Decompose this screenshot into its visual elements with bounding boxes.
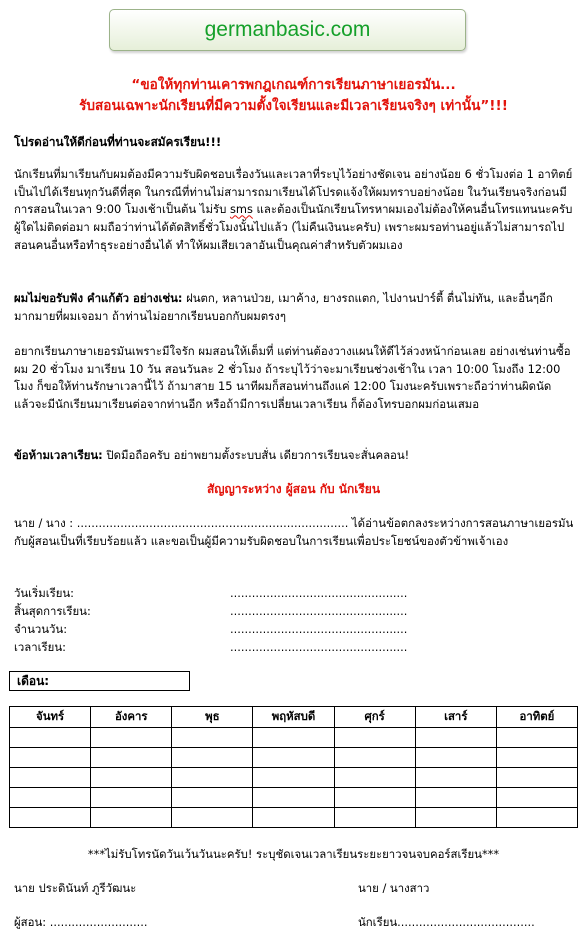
schedule-cell [496,808,577,828]
excuses-heading: ผมไม่ขอรับฟัง คำแก้ตัว อย่างเช่น: [14,291,183,305]
student-title: นาย / นางสาว [358,881,430,895]
schedule-cell [172,748,253,768]
schedule-cell [10,748,91,768]
prohibitions-text: ปิดมือถือครับ อย่าพยามตั้งระบบสั่น เดียวการเรียนจะสั่นคลอน! [102,448,410,462]
schedule-row [10,788,578,808]
schedule-row [10,748,578,768]
schedule-cell [334,768,415,788]
schedule-cell [334,748,415,768]
schedule-cell [91,768,172,788]
schedule-cell [10,768,91,788]
schedule-cell [334,728,415,748]
headline-line-2: รับสอนเฉพาะนักเรียนที่มีความตั้งใจเรียนและมีเวลาเรียนจริงๆ เท่านั้น”!!! [79,98,508,114]
notice-paragraph-3: อยากเรียนภาษาเยอรมันเพราะมีใจรัก ผมสอนให้เต็มที่ แต่ท่านต้องวางแผนให้ดีไว้ล่วงหน้าก่อนเลย อย่างเช่นท่านซื้อผม 20 ชั่วโมง มาเรียน 10 วัน สอนวันละ 2 ชั่วโมง ถ้าระบุไว้ว่าจะมาเรียนช่วงเช้าใน เวลา 10:00 โมงถึง 12:00 โมง ก็ขอให้ท่านรักษาเวลานี้ไว้ ถ้ามาสาย 15 นาทีผมก็สอนท่านถึงแค่ 12:00 โมงนะครับเพราะถือว่าท่านผิดนัด แล้วจะมีนักเรียนมาเรียนต่อจากท่านอีก หรือถ้ามีการเปลี่ยนเวลาเรียน ก็ต้องโทรบอกผมก่อนเสมอ [14,344,571,412]
schedule-row [10,728,578,748]
start-date-label: วันเริ่มเรียน: [14,586,75,600]
start-date-field [14,585,574,603]
schedule-cell [334,788,415,808]
schedule-cell [253,768,334,788]
student-signature-line: นักเรียน...................................... [358,915,535,929]
schedule-cell [172,768,253,788]
schedule-cell [415,748,496,768]
footer-note: ***ไม่รับโทรนัดวันเว้นวันนะครับ! ระบุชัดเจนเวลาเรียนระยะยาวจนจบคอร์สเรียน*** [87,847,500,861]
agreement-title: สัญญาระหว่าง ผู้สอน กับ นักเรียน [206,482,381,496]
schedule-cell [91,788,172,808]
day-header-thursday: พฤหัสบดี [253,707,334,728]
schedule-cell [415,728,496,748]
schedule-cell [91,728,172,748]
schedule-cell [334,808,415,828]
month-label: เดือน: [17,674,50,688]
headline [0,75,587,117]
notice-paragraph-4 [14,447,574,465]
headline-line-1: “ขอให้ทุกท่านเคารพกฎเกณฑ์การเรียนภาษาเยอรมัน... [131,77,456,93]
schedule-cell [10,808,91,828]
agreement-text: นาย / นาง : ........................................................................... ได้อ่านข้อตกลงระหว่างการสอนภาษาเยอรมันกับผู้สอนเป็นที่เรียบร้อยแล้ว และขอเป็นผู้มีความรับผิดชอบในการเรียนเพื่อประโยชน์ของตัวข้าพเจ้าเอง [14,516,574,548]
paragraph-1-text-b: และต้องเป็นนักเรียนโทรหาผมเองไม่ต้องให้คนอื่นโทรแทนนะครับ ผู้ใดไม่ติดต่อมา ผมถือว่าท่านได้ตัดสิทธิ์ชั่วโมงนั้นไปแล้ว (ไม่คืนเงินนะครับ) เพราะผมรอท่านอยู่แล้วไม่สามารถไปสอนคนอื่นหรือทำธุระอย่างอื่นได้ ทำให้ผมเสียเวลาอันเป็นคุณค่าสำหรับตัวผมเอง [14,202,573,252]
day-header-sunday: อาทิตย์ [496,707,577,728]
schedule-cell [496,728,577,748]
study-time-blank: ................................................. [230,640,408,654]
site-banner [109,9,466,51]
teacher-signature-line: ผู้สอน: ........................... [14,915,148,929]
schedule-row [10,768,578,788]
end-date-label: สิ้นสุดการเรียน: [14,604,91,618]
day-header-tuesday: อังคาร [91,707,172,728]
days-count-blank: ................................................. [230,622,408,636]
schedule-cell [253,808,334,828]
schedule-cell [415,788,496,808]
schedule-cell [253,748,334,768]
month-field [9,671,190,691]
study-time-field [14,639,574,657]
teacher-name: นาย ประดินันท์ ภูรีวัฒนะ [14,881,137,895]
end-date-blank: ................................................. [230,604,408,618]
site-name: germanbasic.com [204,17,371,41]
paragraph-1-text-a: นักเรียนที่มาเรียนกับผมต้องมีความรับผิดชอบเรื่องวันและเวลาที่ระบุไว้อย่างชัดเจน อย่างน้อย 6 ชั่วโมงต่อ 1 อาทิตย์ เป็นไปได้เรียนทุกวันดีที่สุด ในกรณีที่ท่านไม่สามารถมาเรียนได้โปรดแจ้งให้ผมทราบอย่างน้อย ในวันเรียนจริงก่อนมีการสอนในเวลา 9:00 โมงเช้าเป็นต้น ไม่รับ [14,167,573,217]
day-header-friday: ศุกร์ [334,707,415,728]
start-date-blank: ................................................. [230,586,408,600]
schedule-cell [415,768,496,788]
days-count-label: จำนวนวัน: [14,622,68,636]
notice-paragraph-2 [14,290,574,325]
schedule-row [10,808,578,828]
day-header-monday: จันทร์ [10,707,91,728]
end-date-field [14,603,574,621]
schedule-cell [172,808,253,828]
schedule-cell [91,808,172,828]
schedule-cell [10,728,91,748]
prohibitions-heading: ข้อห้ามเวลาเรียน: [14,448,103,462]
schedule-cell [253,728,334,748]
notice-paragraph-1 [14,166,574,254]
schedule-header-row [10,707,578,728]
schedule-cell [253,788,334,808]
schedule-cell [496,768,577,788]
schedule-cell [415,808,496,828]
schedule-cell [496,748,577,768]
days-count-field [14,621,574,639]
notice-title: โปรดอ่านให้ดีก่อนที่ท่านจะสมัครเรียน!!! [14,135,222,149]
schedule-cell [10,788,91,808]
schedule-cell [91,748,172,768]
sms-word: sms [229,202,253,217]
study-time-label: เวลาเรียน: [14,640,66,654]
schedule-cell [172,728,253,748]
day-header-saturday: เสาร์ [415,707,496,728]
schedule-table [9,706,578,828]
schedule-cell [172,788,253,808]
excuses-text: ฝนตก, หลานป่วย, เมาค้าง, ยางรถแตก, ไปงานปาร์ตี้ ตื่นไม่ทัน, และอื่นๆอีกมากมายที่ผมเจอมา ถ้าท่านไม่อยากเรียนบอกกับผมตรงๆ [14,291,553,323]
day-header-wednesday: พุธ [172,707,253,728]
schedule-cell [496,788,577,808]
